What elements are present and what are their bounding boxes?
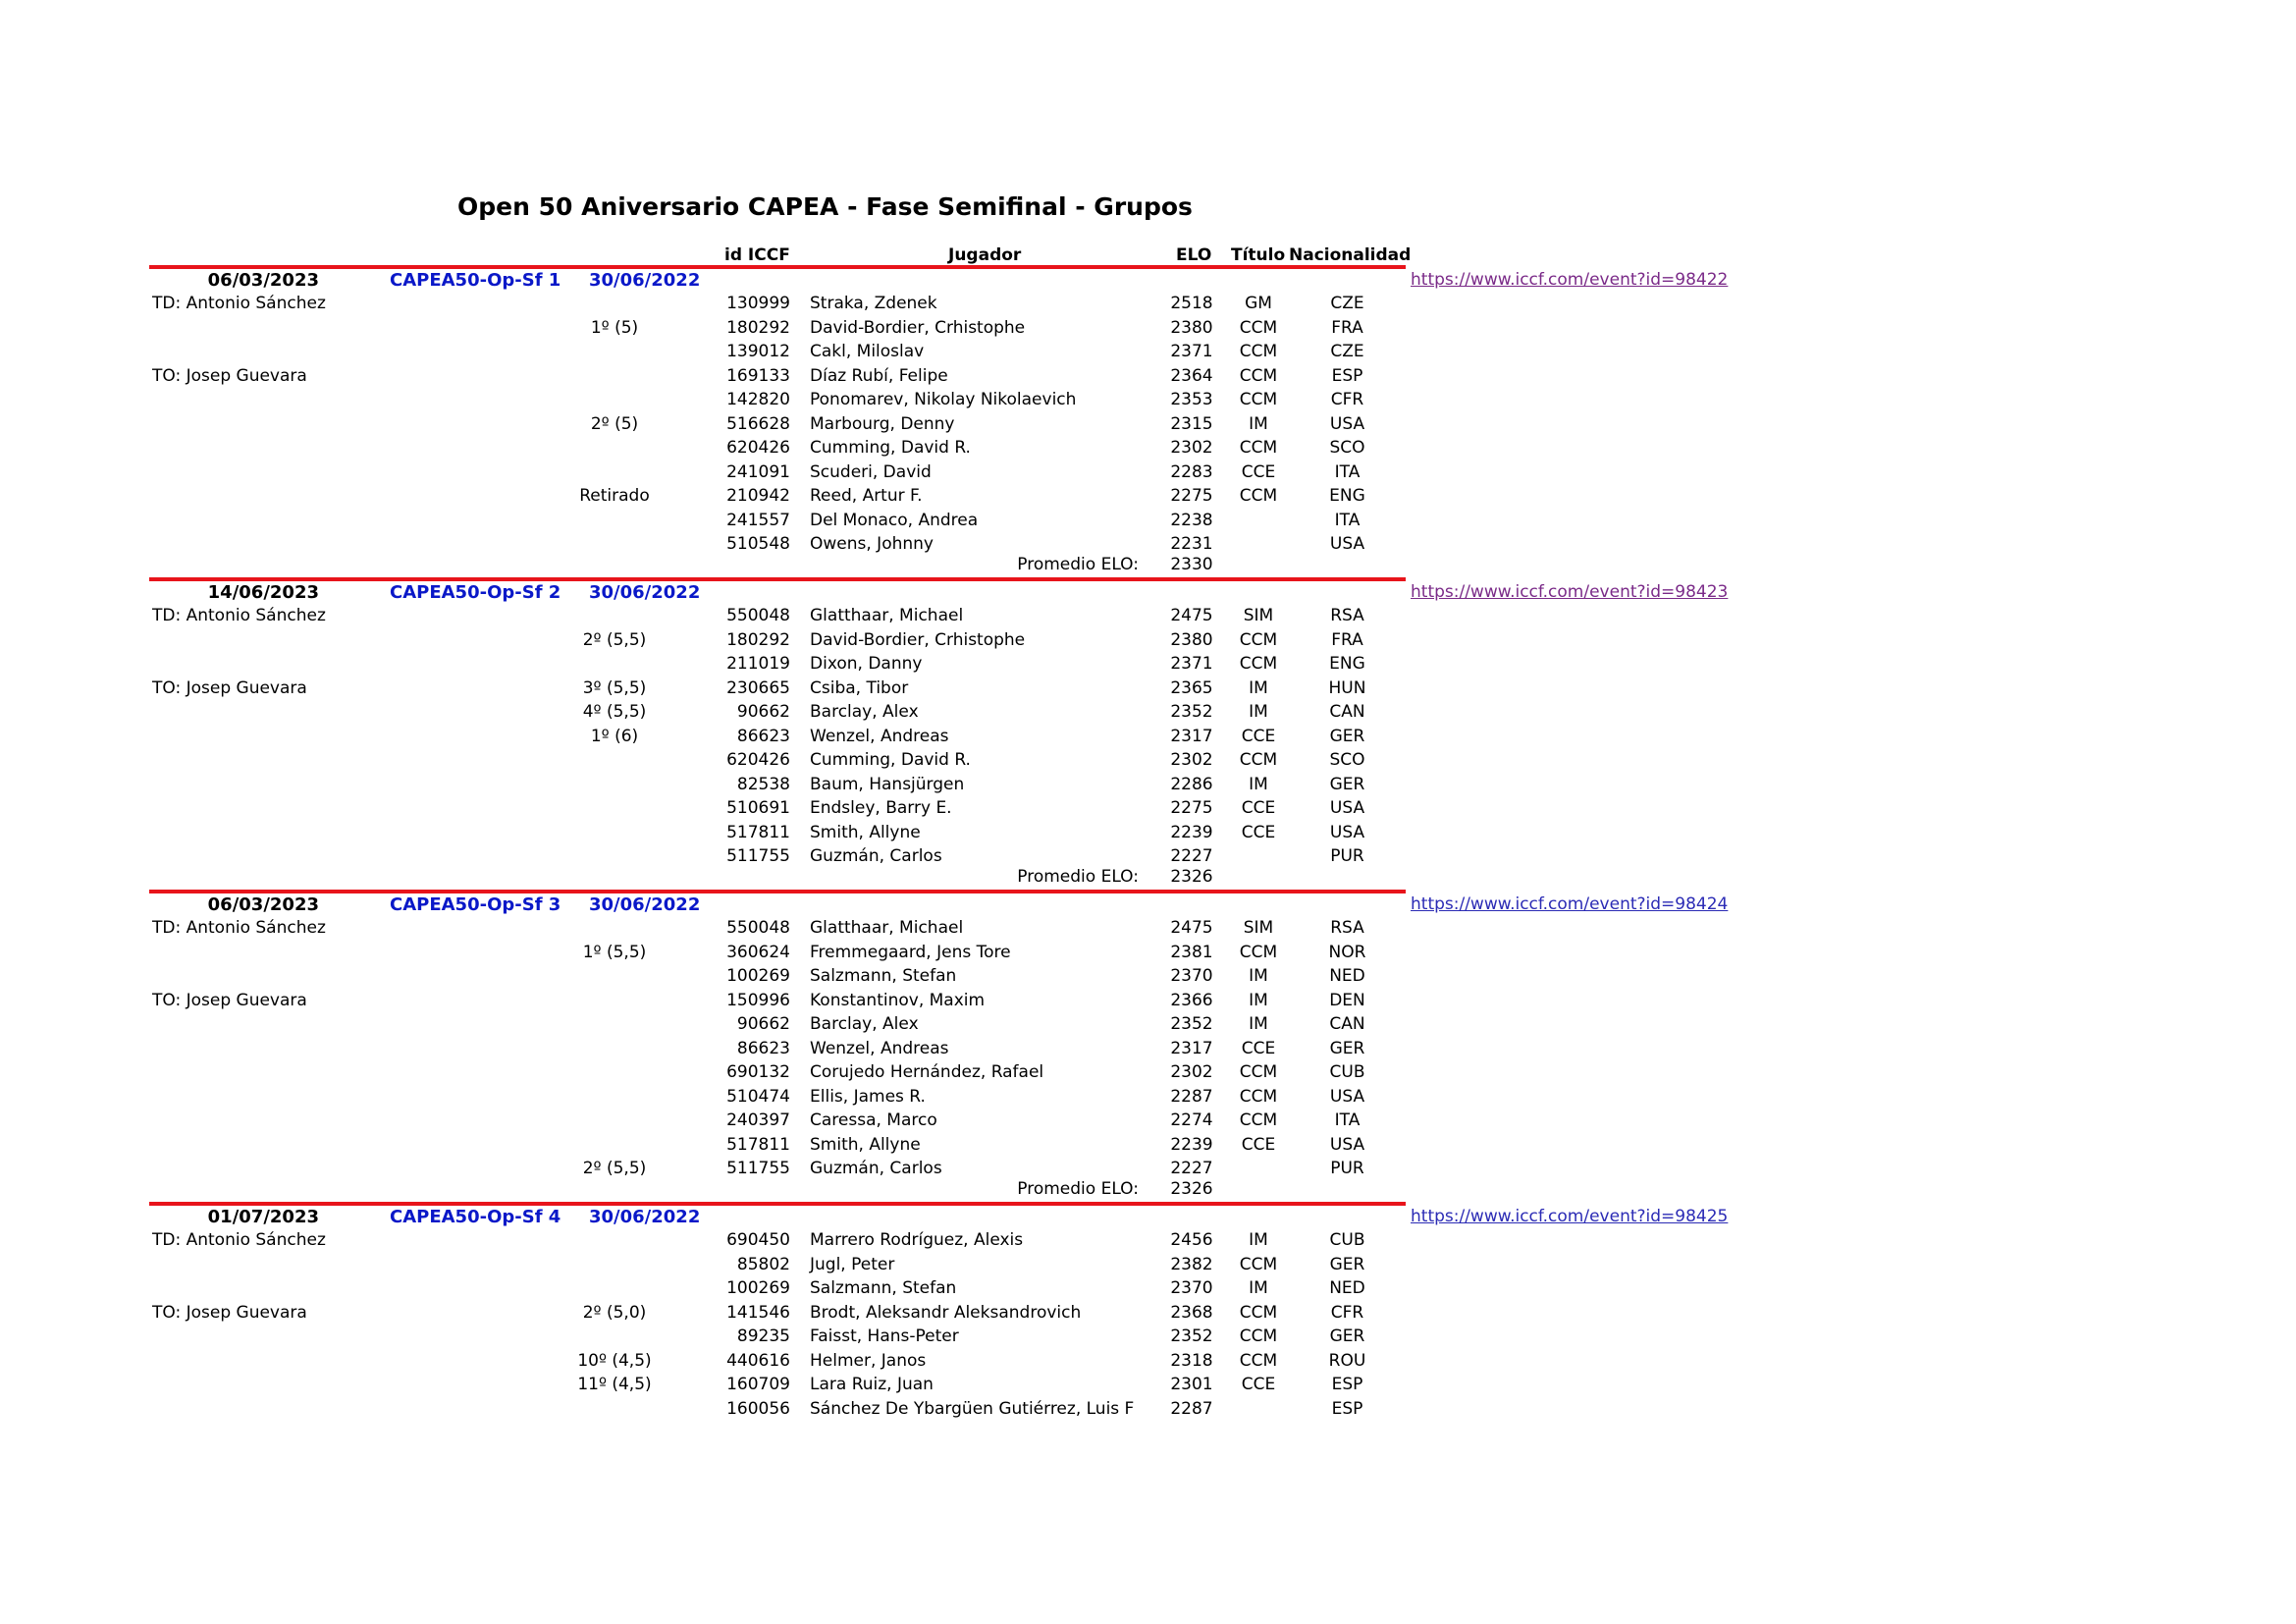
player-elo: 2364 xyxy=(1170,365,1213,386)
player-title: CCE xyxy=(1241,1134,1276,1155)
player-elo: 2302 xyxy=(1170,1062,1213,1082)
player-id: 510548 xyxy=(726,534,790,554)
player-elo: 2231 xyxy=(1170,534,1213,554)
player-name: Corujedo Hernández, Rafael xyxy=(810,1062,1044,1082)
player-name: Wenzel, Andreas xyxy=(810,1038,949,1058)
player-nationality: CFR xyxy=(1330,390,1364,409)
player-title: CCM xyxy=(1239,1254,1278,1274)
player-name: Konstantinov, Maxim xyxy=(810,990,986,1010)
player-id: 150996 xyxy=(726,990,790,1010)
player-name: Guzmán, Carlos xyxy=(810,846,942,866)
player-elo: 2286 xyxy=(1170,774,1213,794)
player-id: 82538 xyxy=(736,774,790,794)
row-note: TO: Josep Guevara xyxy=(152,1302,307,1323)
player-elo: 2371 xyxy=(1170,342,1213,361)
player-title: CCM xyxy=(1239,1110,1278,1130)
player-name: Glatthaar, Michael xyxy=(810,918,964,938)
player-elo: 2518 xyxy=(1170,294,1213,313)
row-note: TO: Josep Guevara xyxy=(152,677,307,698)
row-position: 2º (5,5) xyxy=(582,1159,647,1178)
player-elo: 2365 xyxy=(1170,677,1213,698)
player-elo: 2371 xyxy=(1170,654,1213,674)
player-nationality: HUN xyxy=(1328,677,1366,698)
player-nationality: CFR xyxy=(1330,1302,1364,1323)
player-name: Marbourg, Denny xyxy=(810,413,955,434)
player-nationality: CUB xyxy=(1329,1230,1365,1250)
player-nationality: USA xyxy=(1329,1134,1365,1155)
player-nationality: ITA xyxy=(1334,510,1361,530)
player-title: IM xyxy=(1249,774,1268,794)
player-nationality: ESP xyxy=(1331,1375,1363,1394)
player-elo: 2238 xyxy=(1170,510,1213,530)
player-name: Ponomarev, Nikolay Nikolaevich xyxy=(810,390,1077,409)
player-elo: 2318 xyxy=(1170,1350,1213,1371)
group-start-date: 30/06/2022 xyxy=(589,270,701,291)
player-nationality: FRA xyxy=(1331,629,1363,650)
player-elo: 2227 xyxy=(1170,1159,1213,1178)
player-id: 517811 xyxy=(726,1134,790,1155)
player-nationality: CZE xyxy=(1330,342,1364,361)
player-name: Guzmán, Carlos xyxy=(810,1159,942,1178)
player-id: 180292 xyxy=(726,629,790,650)
player-id: 516628 xyxy=(726,413,790,434)
player-name: Sánchez De Ybargüen Gutiérrez, Luis F xyxy=(810,1398,1135,1419)
row-note: TO: Josep Guevara xyxy=(152,365,307,386)
player-name: Caressa, Marco xyxy=(810,1110,937,1130)
player-name: Cakl, Miloslav xyxy=(810,342,925,361)
player-id: 90662 xyxy=(736,1014,790,1034)
group-date: 06/03/2023 xyxy=(207,894,319,915)
player-title: IM xyxy=(1249,702,1268,722)
player-title: IM xyxy=(1249,677,1268,698)
player-title: CCM xyxy=(1239,390,1278,409)
player-nationality: GER xyxy=(1329,1038,1365,1058)
player-title: SIM xyxy=(1243,918,1274,938)
player-nationality: ROU xyxy=(1328,1350,1366,1371)
player-id: 440616 xyxy=(726,1350,790,1371)
group-code: CAPEA50-Op-Sf 2 xyxy=(390,582,561,603)
player-name: Lara Ruiz, Juan xyxy=(810,1375,934,1394)
player-id: 100269 xyxy=(726,1278,790,1298)
player-elo: 2315 xyxy=(1170,413,1213,434)
group-code: CAPEA50-Op-Sf 1 xyxy=(390,270,561,291)
player-nationality: SCO xyxy=(1329,750,1365,770)
player-id: 360624 xyxy=(726,942,790,962)
player-nationality: USA xyxy=(1329,822,1365,842)
player-name: Brodt, Aleksandr Aleksandrovich xyxy=(810,1302,1082,1323)
group-start-date: 30/06/2022 xyxy=(589,582,701,603)
player-nationality: FRA xyxy=(1331,317,1363,338)
header-jugador: Jugador xyxy=(948,245,1022,265)
player-name: Marrero Rodríguez, Alexis xyxy=(810,1230,1024,1250)
player-id: 550048 xyxy=(726,606,790,625)
player-nationality: USA xyxy=(1329,798,1365,818)
player-title: IM xyxy=(1249,413,1268,434)
player-title: CCE xyxy=(1241,461,1276,482)
group-date: 06/03/2023 xyxy=(207,270,319,291)
player-nationality: GER xyxy=(1329,1254,1365,1274)
player-name: Barclay, Alex xyxy=(810,1014,919,1034)
player-nationality: ITA xyxy=(1334,1110,1361,1130)
player-id: 160709 xyxy=(726,1375,790,1394)
row-position: 3º (5,5) xyxy=(582,677,647,698)
player-title: CCM xyxy=(1239,1326,1278,1346)
player-id: 160056 xyxy=(726,1398,790,1419)
player-title: CCE xyxy=(1241,798,1276,818)
player-name: Jugl, Peter xyxy=(810,1254,895,1274)
player-elo: 2301 xyxy=(1170,1375,1213,1394)
player-name: Cumming, David R. xyxy=(810,750,971,770)
player-name: Del Monaco, Andrea xyxy=(810,510,979,530)
player-id: 620426 xyxy=(726,750,790,770)
average-elo-label: Promedio ELO: xyxy=(1017,1178,1139,1199)
player-id: 90662 xyxy=(736,702,790,722)
player-elo: 2475 xyxy=(1170,606,1213,625)
player-nationality: ENG xyxy=(1329,654,1365,674)
player-name: Wenzel, Andreas xyxy=(810,726,949,746)
group-separator-line xyxy=(149,577,1406,581)
player-id: 141546 xyxy=(726,1302,790,1323)
group-date: 14/06/2023 xyxy=(207,582,319,603)
group-separator-line xyxy=(149,890,1406,893)
player-title: CCE xyxy=(1241,1038,1276,1058)
row-note: TO: Josep Guevara xyxy=(152,990,307,1010)
group-date: 01/07/2023 xyxy=(207,1207,319,1227)
player-nationality: ENG xyxy=(1329,486,1365,506)
row-position: 2º (5) xyxy=(590,413,639,434)
player-id: 241091 xyxy=(726,461,790,482)
player-name: Csiba, Tibor xyxy=(810,677,909,698)
player-elo: 2382 xyxy=(1170,1254,1213,1274)
player-elo: 2380 xyxy=(1170,629,1213,650)
player-title: CCM xyxy=(1239,342,1278,361)
player-title: IM xyxy=(1249,1230,1268,1250)
player-nationality: CZE xyxy=(1330,294,1364,313)
player-elo: 2353 xyxy=(1170,390,1213,409)
player-elo: 2317 xyxy=(1170,1038,1213,1058)
player-elo: 2239 xyxy=(1170,822,1213,842)
player-name: Straka, Zdenek xyxy=(810,294,937,313)
player-elo: 2317 xyxy=(1170,726,1213,746)
player-nationality: RSA xyxy=(1330,918,1364,938)
player-elo: 2287 xyxy=(1170,1398,1213,1419)
group-start-date: 30/06/2022 xyxy=(589,894,701,915)
player-title: CCM xyxy=(1239,1350,1278,1371)
player-name: Ellis, James R. xyxy=(810,1086,926,1107)
average-elo-label: Promedio ELO: xyxy=(1017,866,1139,887)
player-id: 180292 xyxy=(726,317,790,338)
player-elo: 2275 xyxy=(1170,798,1213,818)
player-elo: 2456 xyxy=(1170,1230,1213,1250)
row-position: 1º (5,5) xyxy=(582,942,647,962)
player-elo: 2352 xyxy=(1170,702,1213,722)
player-nationality: CUB xyxy=(1329,1062,1365,1082)
player-nationality: USA xyxy=(1329,1086,1365,1107)
player-nationality: NED xyxy=(1329,1278,1365,1298)
player-id: 511755 xyxy=(726,1159,790,1178)
player-id: 100269 xyxy=(726,966,790,986)
player-id: 89235 xyxy=(736,1326,790,1346)
player-name: Smith, Allyne xyxy=(810,822,921,842)
group-separator-line xyxy=(149,1202,1406,1206)
player-elo: 2302 xyxy=(1170,750,1213,770)
player-title: CCM xyxy=(1239,629,1278,650)
player-title: IM xyxy=(1249,966,1268,986)
row-note: TD: Antonio Sánchez xyxy=(152,918,326,938)
player-name: Scuderi, David xyxy=(810,461,932,482)
player-nationality: NED xyxy=(1329,966,1365,986)
player-id: 86623 xyxy=(736,726,790,746)
player-name: Fremmegaard, Jens Tore xyxy=(810,942,1011,962)
player-id: 139012 xyxy=(726,342,790,361)
group-event-link[interactable]: https://www.iccf.com/event?id=98424 xyxy=(1411,894,1729,914)
player-title: CCM xyxy=(1239,317,1278,338)
player-name: Faisst, Hans-Peter xyxy=(810,1326,959,1346)
player-id: 511755 xyxy=(726,846,790,866)
player-title: CCM xyxy=(1239,1086,1278,1107)
player-title: CCM xyxy=(1239,1302,1278,1323)
player-nationality: NOR xyxy=(1328,942,1366,962)
player-id: 130999 xyxy=(726,294,790,313)
player-title: CCM xyxy=(1239,438,1278,458)
player-elo: 2370 xyxy=(1170,966,1213,986)
player-elo: 2381 xyxy=(1170,942,1213,962)
player-elo: 2239 xyxy=(1170,1134,1213,1155)
player-id: 510691 xyxy=(726,798,790,818)
player-elo: 2352 xyxy=(1170,1326,1213,1346)
player-elo: 2370 xyxy=(1170,1278,1213,1298)
average-elo-value: 2326 xyxy=(1170,1178,1213,1199)
player-elo: 2287 xyxy=(1170,1086,1213,1107)
row-position: 2º (5,0) xyxy=(582,1302,647,1323)
player-id: 690450 xyxy=(726,1230,790,1250)
player-name: Baum, Hansjürgen xyxy=(810,774,965,794)
player-title: GM xyxy=(1245,294,1272,313)
player-title: CCM xyxy=(1239,365,1278,386)
player-elo: 2274 xyxy=(1170,1110,1213,1130)
player-name: Cumming, David R. xyxy=(810,438,971,458)
player-nationality: ITA xyxy=(1334,461,1361,482)
player-elo: 2302 xyxy=(1170,438,1213,458)
row-note: TD: Antonio Sánchez xyxy=(152,1230,326,1250)
player-title: CCE xyxy=(1241,1375,1276,1394)
row-note: TD: Antonio Sánchez xyxy=(152,294,326,313)
player-name: Smith, Allyne xyxy=(810,1134,921,1155)
player-nationality: GER xyxy=(1329,1326,1365,1346)
player-id: 211019 xyxy=(726,654,790,674)
player-title: CCM xyxy=(1239,750,1278,770)
page-title: Open 50 Aniversario CAPEA - Fase Semifinal - Grupos xyxy=(457,192,1193,221)
player-name: David-Bordier, Crhistophe xyxy=(810,629,1026,650)
average-elo-label: Promedio ELO: xyxy=(1017,554,1139,574)
header-titulo: Título xyxy=(1231,245,1286,265)
group-event-link[interactable]: https://www.iccf.com/event?id=98422 xyxy=(1411,270,1729,290)
player-id: 550048 xyxy=(726,918,790,938)
player-name: David-Bordier, Crhistophe xyxy=(810,317,1026,338)
player-nationality: SCO xyxy=(1329,438,1365,458)
row-note: TD: Antonio Sánchez xyxy=(152,606,326,625)
header-elo: ELO xyxy=(1176,245,1212,265)
player-title: IM xyxy=(1249,1278,1268,1298)
average-elo-value: 2326 xyxy=(1170,866,1213,887)
player-nationality: CAN xyxy=(1329,1014,1365,1034)
player-name: Owens, Johnny xyxy=(810,534,934,554)
player-title: CCM xyxy=(1239,486,1278,506)
player-elo: 2283 xyxy=(1170,461,1213,482)
player-name: Salzmann, Stefan xyxy=(810,1278,957,1298)
player-name: Endsley, Barry E. xyxy=(810,798,952,818)
player-name: Helmer, Janos xyxy=(810,1350,927,1371)
player-elo: 2366 xyxy=(1170,990,1213,1010)
player-title: CCE xyxy=(1241,726,1276,746)
player-id: 230665 xyxy=(726,677,790,698)
player-id: 620426 xyxy=(726,438,790,458)
player-name: Díaz Rubí, Felipe xyxy=(810,365,948,386)
player-id: 86623 xyxy=(736,1038,790,1058)
player-title: SIM xyxy=(1243,606,1274,625)
player-title: IM xyxy=(1249,990,1268,1010)
player-id: 240397 xyxy=(726,1110,790,1130)
player-name: Reed, Artur F. xyxy=(810,486,923,506)
player-title: CCM xyxy=(1239,654,1278,674)
player-id: 510474 xyxy=(726,1086,790,1107)
player-title: CCE xyxy=(1241,822,1276,842)
player-title: IM xyxy=(1249,1014,1268,1034)
header-id-iccf: id ICCF xyxy=(724,245,790,265)
group-start-date: 30/06/2022 xyxy=(589,1207,701,1227)
group-event-link[interactable]: https://www.iccf.com/event?id=98423 xyxy=(1411,582,1729,602)
row-position: 2º (5,5) xyxy=(582,629,647,650)
player-elo: 2275 xyxy=(1170,486,1213,506)
group-separator-line xyxy=(149,265,1406,269)
player-id: 169133 xyxy=(726,365,790,386)
player-nationality: PUR xyxy=(1330,1159,1364,1178)
player-nationality: ESP xyxy=(1331,365,1363,386)
group-code: CAPEA50-Op-Sf 3 xyxy=(390,894,561,915)
player-name: Salzmann, Stefan xyxy=(810,966,957,986)
group-code: CAPEA50-Op-Sf 4 xyxy=(390,1207,561,1227)
row-position: 4º (5,5) xyxy=(582,702,647,722)
player-nationality: CAN xyxy=(1329,702,1365,722)
player-nationality: RSA xyxy=(1330,606,1364,625)
player-nationality: GER xyxy=(1329,774,1365,794)
player-nationality: GER xyxy=(1329,726,1365,746)
player-title: CCM xyxy=(1239,1062,1278,1082)
player-name: Barclay, Alex xyxy=(810,702,919,722)
group-event-link[interactable]: https://www.iccf.com/event?id=98425 xyxy=(1411,1207,1729,1226)
player-nationality: DEN xyxy=(1329,990,1365,1010)
header-nacionalidad: Nacionalidad xyxy=(1289,245,1412,265)
row-position: Retirado xyxy=(579,486,650,506)
player-id: 142820 xyxy=(726,390,790,409)
player-id: 690132 xyxy=(726,1062,790,1082)
player-title: CCM xyxy=(1239,942,1278,962)
player-elo: 2227 xyxy=(1170,846,1213,866)
player-elo: 2352 xyxy=(1170,1014,1213,1034)
player-id: 210942 xyxy=(726,486,790,506)
player-elo: 2475 xyxy=(1170,918,1213,938)
player-nationality: USA xyxy=(1329,534,1365,554)
player-name: Dixon, Danny xyxy=(810,654,923,674)
player-nationality: PUR xyxy=(1330,846,1364,866)
row-position: 1º (6) xyxy=(590,726,639,746)
player-id: 85802 xyxy=(736,1254,790,1274)
player-id: 241557 xyxy=(726,510,790,530)
row-position: 11º (4,5) xyxy=(577,1375,652,1394)
player-elo: 2368 xyxy=(1170,1302,1213,1323)
average-elo-value: 2330 xyxy=(1170,554,1213,574)
player-name: Glatthaar, Michael xyxy=(810,606,964,625)
player-elo: 2380 xyxy=(1170,317,1213,338)
player-nationality: ESP xyxy=(1331,1398,1363,1419)
row-position: 1º (5) xyxy=(590,317,639,338)
row-position: 10º (4,5) xyxy=(577,1350,652,1371)
player-nationality: USA xyxy=(1329,413,1365,434)
player-id: 517811 xyxy=(726,822,790,842)
